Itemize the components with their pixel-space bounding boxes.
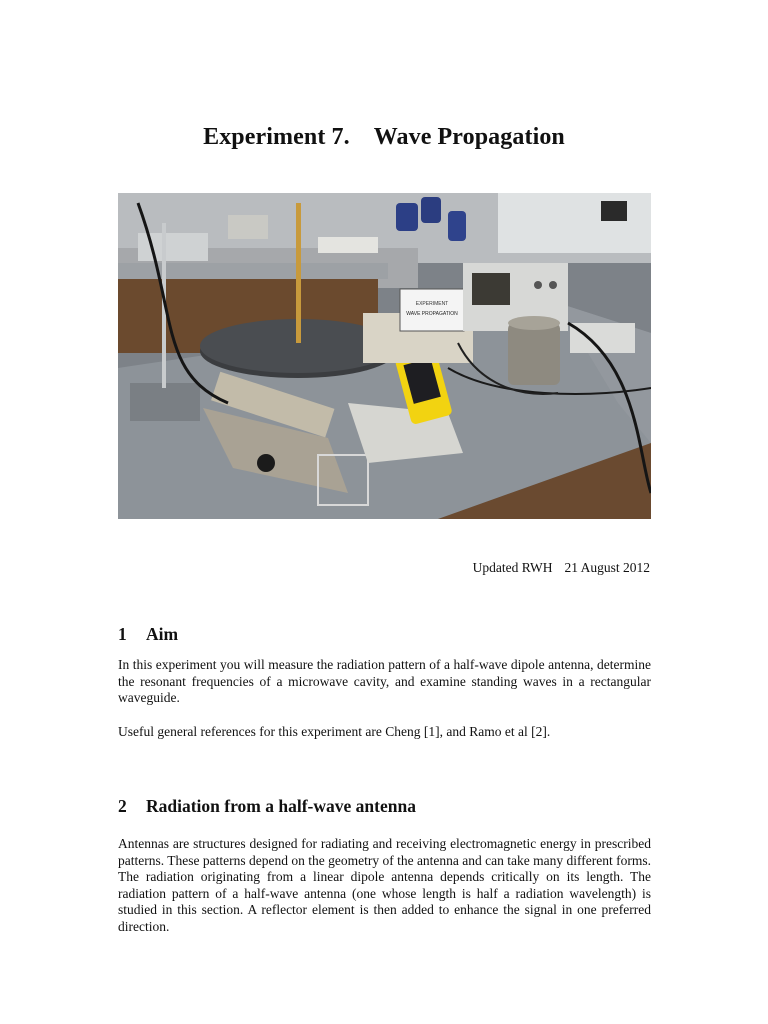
section-2-number: 2 [118, 796, 127, 816]
document-title [0, 124, 768, 151]
section-1-paragraph-1: In this experiment you will measure the radiation pattern of a half-wave dipole antenna, determine the resonant frequencies of a microwave cavity, and examine standing waves in a rectangular waveguide. [118, 657, 651, 705]
photo-label-line1: EXPERIMENT [415, 301, 449, 307]
updated-date: 21 August 2012 [564, 560, 650, 575]
lab-photo [118, 193, 651, 519]
title-experiment-number: Experiment 7. [203, 124, 350, 150]
section-1-heading [118, 624, 178, 645]
section-1-title: Aim [146, 624, 179, 644]
updated-line [473, 560, 650, 576]
section-2-title: Radiation from a half-wave antenna [146, 796, 416, 816]
section-2-paragraph-1: Antennas are structures designed for radiating and receiving electromagnetic energy in prescribed patterns. These patterns depend on the geometry of the antenna and can take many different forms. The radiation originating from a linear dipole antenna depends critically on its length. The radiation pattern of a half-wave antenna (one whose length is half a radiation wavelength) is studied in this section. A reflector element is then added to enhance the signal in one preferred direction. [118, 836, 651, 934]
photo-label-line2: WAVE PROPAGATION [406, 311, 458, 317]
section-1-paragraph-2: Useful general references for this experiment are Cheng [1], and Ramo et al [2]. [118, 724, 551, 739]
title-topic: Wave Propagation [373, 124, 565, 150]
updated-by: Updated RWH [472, 560, 553, 575]
section-1-number: 1 [118, 624, 127, 644]
section-2-heading [118, 796, 416, 817]
